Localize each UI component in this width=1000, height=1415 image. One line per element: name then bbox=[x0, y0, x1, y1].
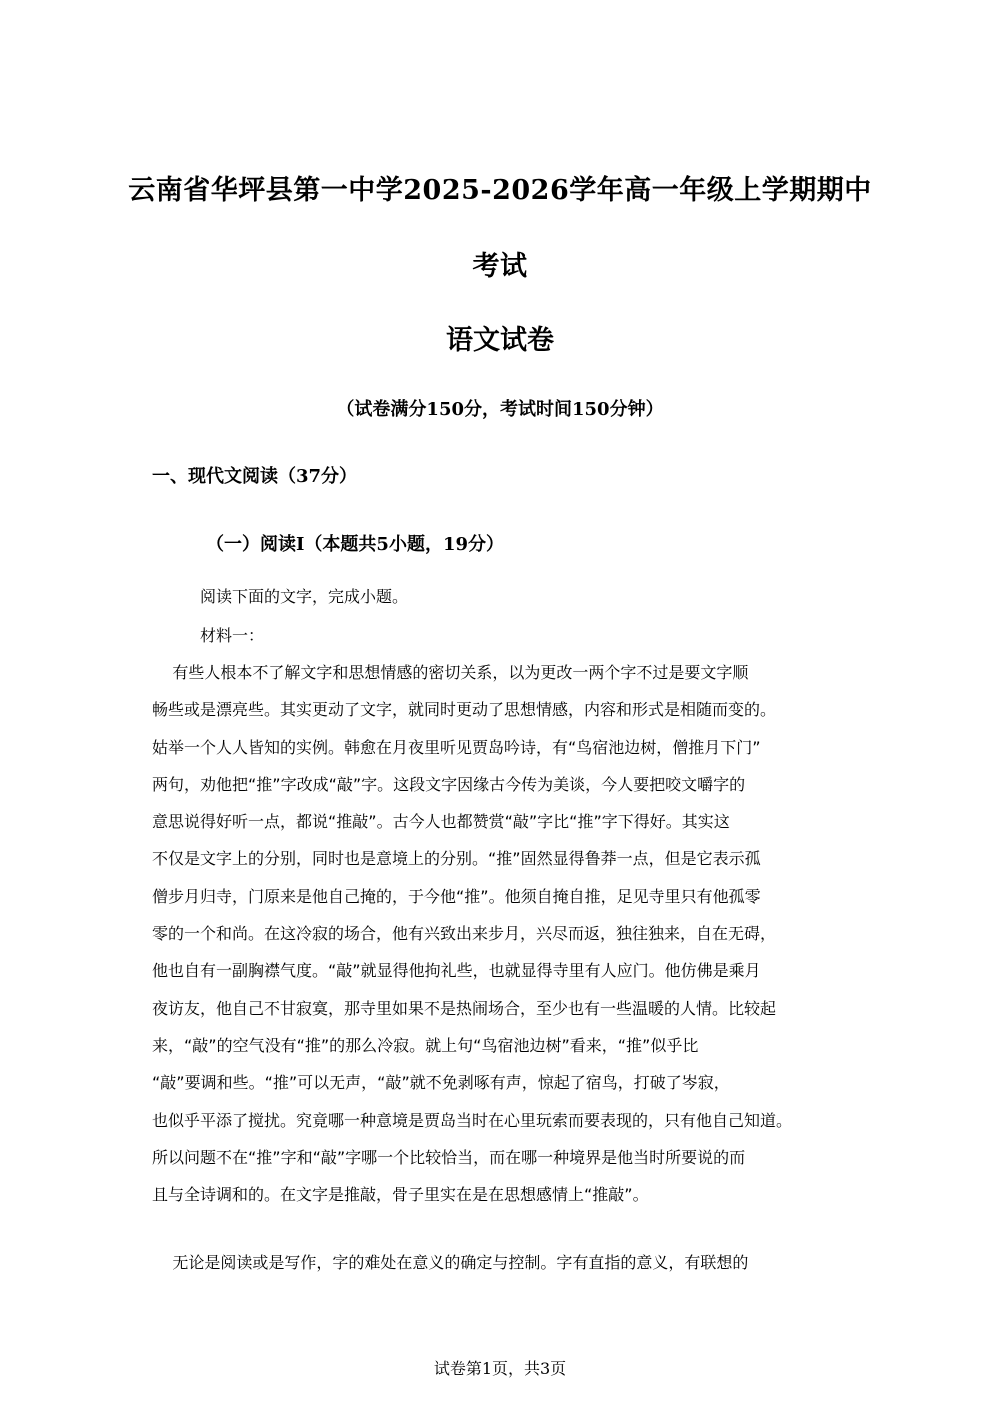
passage-line: 不仅是文字上的分别，同时也是意境上的分别。“推”固然显得鲁莽一点，但是它表示孤 bbox=[152, 849, 761, 869]
passage-line: 意思说得好听一点，都说“推敲”。古今人也都赞赏“敲”字比“推”字下得好。其实这 bbox=[152, 812, 730, 832]
subject-title: 语文试卷 bbox=[446, 325, 554, 356]
passage-line: 所以问题不在“推”字和“敲”字哪一个比较恰当，而在哪一种境界是他当时所要说的而 bbox=[152, 1147, 746, 1167]
page-footer: 试卷第1页，共3页 bbox=[433, 1359, 567, 1378]
passage-line: 来，“敲”的空气没有“推”的那么冷寂。就上句“鸟宿池边树”看来，“推”似乎比 bbox=[152, 1035, 699, 1055]
passage-line: 两句，劝他把“推”字改成“敲”字。这段文字因缘古今传为美谈，今人要把咬文嚼字的 bbox=[152, 774, 746, 794]
exam-title-line2: 考试 bbox=[472, 251, 528, 282]
passage-paragraph-1 bbox=[152, 654, 852, 1213]
passage-line: 且与全诗调和的。在文字是推敲，骨子里实在是在思想感情上“推敲”。 bbox=[152, 1185, 649, 1205]
section-heading: 一、现代文阅读（37分） bbox=[152, 466, 358, 487]
passage-line: 僧步月归寺，门原来是他自己掩的，于今他“推”。他须自掩自推，足见寺里只有他孤零 bbox=[152, 886, 761, 906]
passage-line: 畅些或是漂亮些。其实更动了文字，就同时更动了思想情感，内容和形式是相随而变的。 bbox=[152, 700, 777, 720]
passage-line: 他也自有一副胸襟气度。“敲”就显得他拘礼些，也就显得寺里有人应门。他仿佛是乘月 bbox=[152, 961, 761, 981]
passage-paragraph-2 bbox=[152, 1244, 852, 1281]
reading-instruction: 阅读下面的文字，完成小题。 bbox=[200, 587, 409, 606]
passage-line: 零的一个和尚。在这冷寂的场合，他有兴致出来步月，兴尽而返，独往独来，自在无碍， bbox=[152, 924, 777, 944]
passage-line: “敲”要调和些。“推”可以无声，“敲”就不免剥啄有声，惊起了宿鸟，打破了岑寂， bbox=[152, 1073, 730, 1093]
exam-title-line1: 云南省华坪县第一中学2025-2026学年高一年级上学期期中 bbox=[128, 175, 872, 206]
passage-line: 无论是阅读或是写作，字的难处在意义的确定与控制。字有直指的意义，有联想的 bbox=[152, 1253, 749, 1272]
material-label: 材料一： bbox=[200, 626, 265, 645]
subsection-heading: （一）阅读Ⅰ（本题共5小题，19分） bbox=[206, 534, 504, 555]
passage-line: 有些人根本不了解文字和思想情感的密切关系，以为更改一两个字不过是要文字顺 bbox=[152, 663, 749, 682]
exam-info: （试卷满分150分，考试时间150分钟） bbox=[336, 399, 664, 420]
passage-line: 姑举一个人人皆知的实例。韩愈在月夜里听见贾岛吟诗，有“鸟宿池边树，僧推月下门” bbox=[152, 737, 761, 757]
passage-line: 也似乎平添了搅扰。究竟哪一种意境是贾岛当时在心里玩索而要表现的，只有他自己知道。 bbox=[152, 1110, 793, 1130]
passage-line: 夜访友，他自己不甘寂寞，那寺里如果不是热闹场合，至少也有一些温暖的人情。比较起 bbox=[152, 998, 777, 1018]
